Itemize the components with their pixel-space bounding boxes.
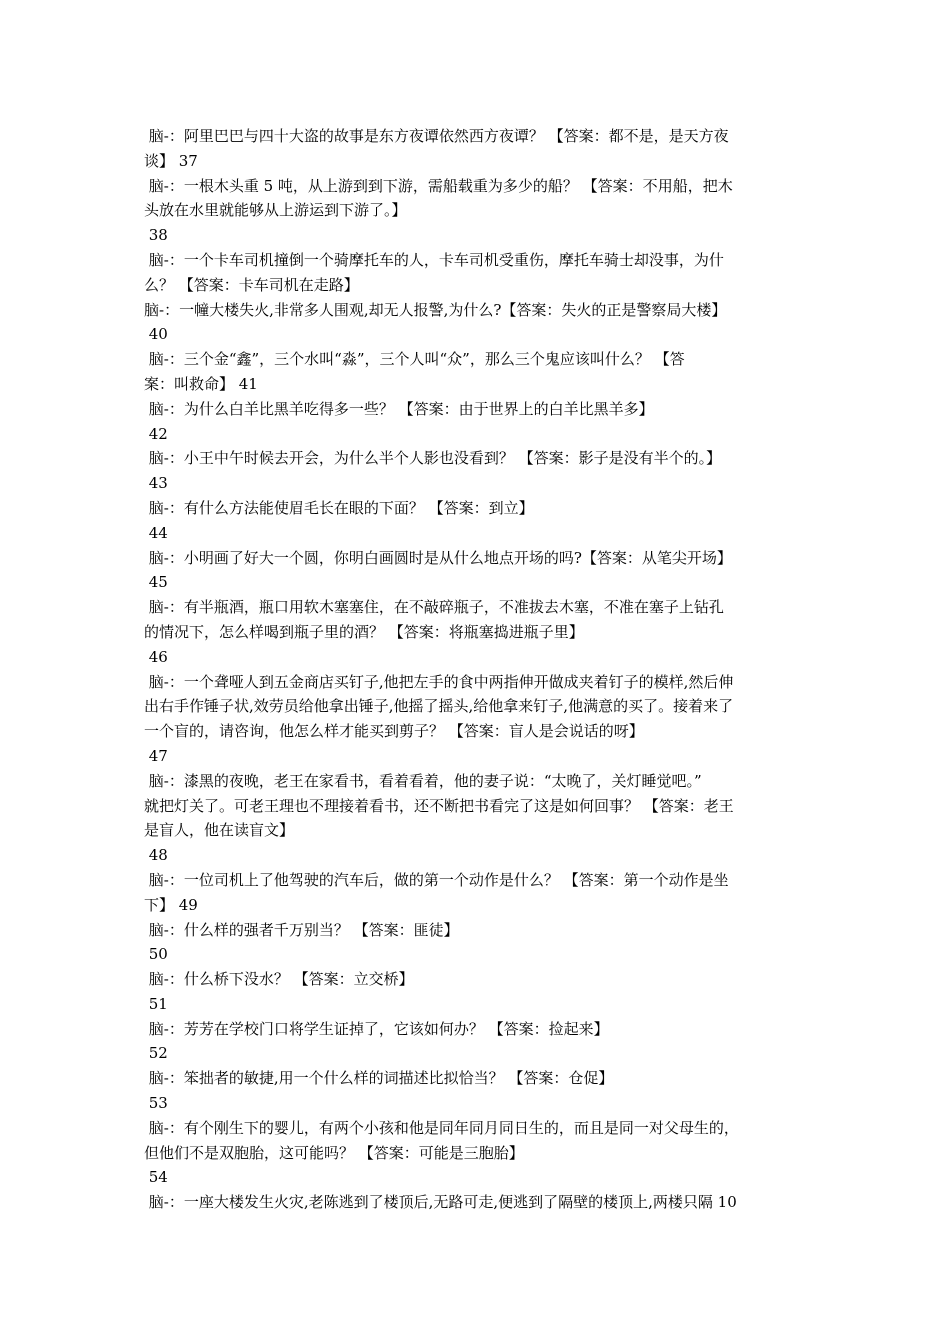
text-line: 脑-：一座大楼发生火灾,老陈逃到了楼顶后,无路可走,便逃到了隔壁的楼顶上,两楼只隔 10 <box>144 1193 737 1212</box>
text-line: 脑-：有半瓶酒，瓶口用软木塞塞住，在不敲碎瓶子，不准拔去木塞，不准在塞子上钻孔 <box>144 598 724 617</box>
text-line: 脑-：芳芳在学校门口将学生证掉了，它该如何办？ 【答案：捡起来】 <box>144 1019 609 1038</box>
text-line: 脑-：漆黑的夜晚，老王在家看书，看着看着，他的妻子说：“太晚了，关灯睡觉吧。” <box>144 771 702 790</box>
text-line: 下】 49 <box>144 895 198 914</box>
text-line: 45 <box>144 573 168 592</box>
text-line: 脑-：一根木头重 5 吨，从上游到到下游，需船载重为多少的船？ 【答案：不用船，把木 <box>144 176 733 195</box>
text-line: 脑-：什么样的强者千万别当？ 【答案：匪徒】 <box>144 920 459 939</box>
text-line: 脑-：三个金“鑫”，三个水叫“淼”，三个人叫“众”，那么三个鬼应该叫什么？ 【答 <box>144 350 685 369</box>
text-line: 脑-：笨拙者的敏捷,用一个什么样的词描述比拟恰当？ 【答案：仓促】 <box>144 1069 614 1088</box>
text-line: 谈】 37 <box>144 151 198 170</box>
text-line: 44 <box>144 523 168 542</box>
text-line: 出右手作锤子状,效劳员给他拿出锤子,他摇了摇头,给他拿来钉子,他满意的买了。接着来了 <box>144 697 734 716</box>
text-line: 脑-：小王中午时候去开会，为什么半个人影也没看到？ 【答案：影子是没有半个的。】 <box>144 449 722 468</box>
text-line: 脑-：什么桥下没水？ 【答案：立交桥】 <box>144 970 414 989</box>
text-line: 脑-：阿里巴巴与四十大盗的故事是东方夜谭依然西方夜谭？ 【答案：都不是，是天方夜 <box>144 127 729 145</box>
text-line: 脑-：一个聋哑人到五金商店买钉子,他把左手的食中两指伸开做成夹着钉子的模样,然后伸 <box>144 672 734 691</box>
text-line: 54 <box>144 1168 168 1187</box>
text-line: 38 <box>144 226 168 245</box>
text-line: 脑-：一个卡车司机撞倒一个骑摩托车的人，卡车司机受重伤，摩托车骑士却没事，为什 <box>144 250 724 269</box>
text-line: 的情况下，怎么样喝到瓶子里的酒？ 【答案：将瓶塞捣进瓶子里】 <box>144 622 584 641</box>
text-line: 脑-：小明画了好大一个圆，你明白画圆时是从什么地点开场的吗?【答案：从笔尖开场】 <box>144 548 732 567</box>
text-line: 脑-：为什么白羊比黑羊吃得多一些？ 【答案：由于世界上的白羊比黑羊多】 <box>144 399 654 418</box>
text-line: 是盲人，他在读盲文】 <box>144 821 295 840</box>
text-line: 43 <box>144 474 168 493</box>
text-line: 脑-：一位司机上了他驾驶的汽车后，做的第一个动作是什么？ 【答案：第一个动作是坐 <box>144 870 729 889</box>
text-line: 48 <box>144 846 168 865</box>
text-line: 头放在水里就能够从上游运到下游了。】 <box>144 201 407 220</box>
text-line: 一个盲的，请咨询，他怎么样才能买到剪子？ 【答案：盲人是会说话的呀】 <box>144 722 644 741</box>
text-line: 50 <box>144 945 168 964</box>
text-line: 42 <box>144 424 168 443</box>
text-line: 51 <box>144 994 168 1013</box>
text-line: 46 <box>144 647 168 666</box>
text-line: 52 <box>144 1044 168 1063</box>
text-line: 脑-：有什么方法能使眉毛长在眼的下面？ 【答案：到立】 <box>144 498 534 517</box>
text-line: 但他们不是双胞胎，这可能吗？ 【答案：可能是三胞胎】 <box>144 1143 524 1162</box>
text-line: 40 <box>144 325 168 344</box>
text-line: 脑-：有个刚生下的婴儿，有两个小孩和他是同年同月同日生的，而且是同一对父母生的， <box>144 1118 739 1137</box>
document-body <box>144 124 819 1215</box>
text-line: 53 <box>144 1094 168 1113</box>
text-line: 么？ 【答案：卡车司机在走路】 <box>144 275 359 294</box>
text-line: 就把灯关了。可老王理也不理接着看书，还不断把书看完了这是如何回事？ 【答案：老王 <box>144 796 734 815</box>
text-line: 47 <box>144 746 168 765</box>
text-line: 案：叫救命】 41 <box>144 374 258 393</box>
text-line: 脑-：一幢大楼失火,非常多人围观,却无人报警,为什么?【答案：失火的正是警察局大楼】 <box>144 300 727 319</box>
